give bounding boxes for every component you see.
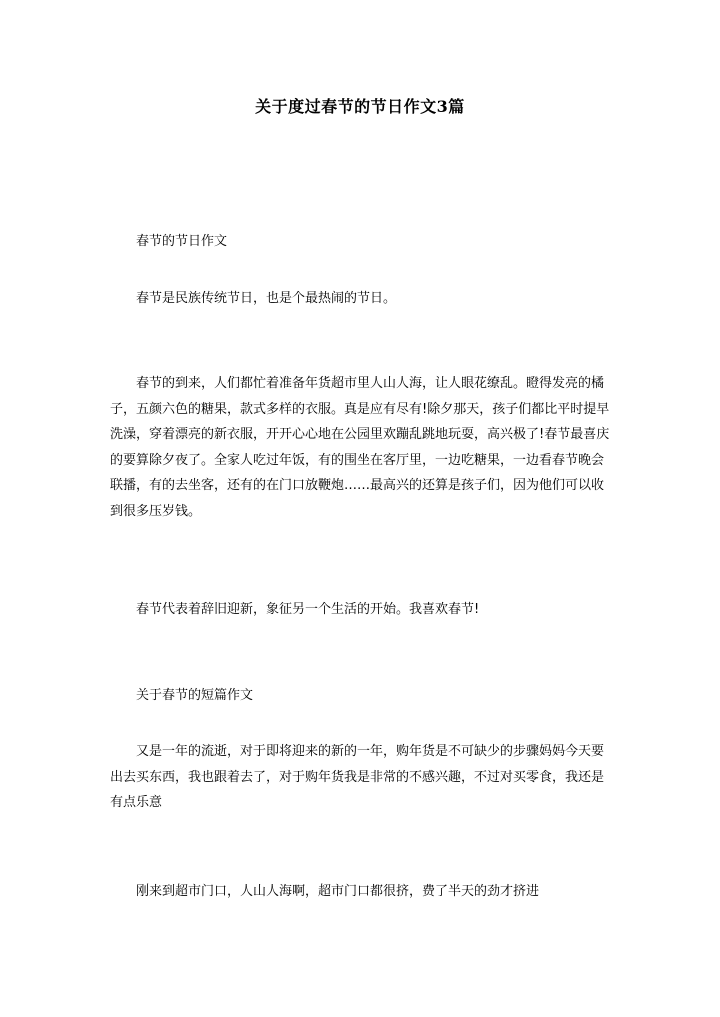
paragraph-5: 刚来到超市门口，人山人海啊，超市门口都很挤，费了半天的劲才挤进 — [136, 884, 540, 899]
section-heading-1: 春节的节日作文 — [136, 234, 228, 249]
paragraph-2: 春节的到来，人们都忙着准备年货超市里人山人海，让人眼花缭乱。瞪得发亮的橘子，五颜六色的糖果，款式多样的衣服。真是应有尽有!除夕那天，孩子们都比平时提早洗澡，穿着漂亮的新衣服，开开心心地在公园里欢蹦乱跳地玩耍，高兴极了!春节最喜庆的要算除夕夜了。全家人吃过年饭，有的围坐在客厅里，一边吃糖果，一边看春节晚会联播，有的去坐客，还有的在门口放鞭炮……最高兴的还算是孩子们，因为他们可以收到很多压岁钱。 — [110, 376, 610, 519]
paragraph-1: 春节是民族传统节日，也是个最热闹的节日。 — [136, 291, 397, 306]
paragraph-3: 春节代表着辞旧迎新，象征另一个生活的开始。我喜欢春节! — [136, 602, 480, 617]
document-title: 关于度过春节的节日作文3篇 — [255, 97, 465, 116]
section-heading-2: 关于春节的短篇作文 — [136, 688, 254, 703]
paragraph-4: 又是一年的流逝，对于即将迎来的新的一年，购年货是不可缺少的步骤妈妈今天要出去买东西，我也跟着去了，对于购年货我是非常的不感兴趣，不过对买零食，我还是有点乐意 — [110, 744, 605, 810]
